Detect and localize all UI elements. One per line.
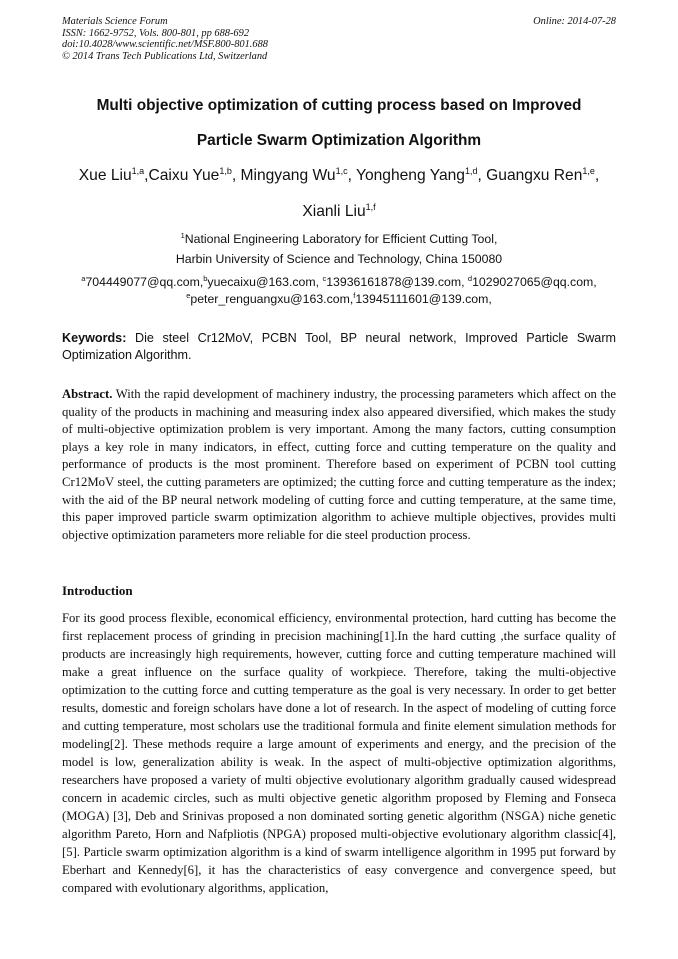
abstract-label: Abstract. [62, 387, 113, 401]
email-address: 1029027065@qq.com, [472, 275, 597, 289]
abstract-block [62, 386, 616, 544]
issn-line: ISSN: 1662-9752, Vols. 800-801, pp 688-692 [62, 27, 250, 39]
author-line-2 [62, 194, 616, 230]
affiliation [62, 229, 616, 269]
affiliation-line-2: Harbin University of Science and Technology, China 150080 [175, 252, 503, 266]
affiliation-superscript: 1 [180, 231, 185, 240]
author-name: Yongheng Yang [355, 167, 465, 184]
affiliation-text: National Engineering Laboratory for Efficient Cutting Tool, [184, 232, 498, 246]
email-address: yuecaixu@163.com, [207, 275, 323, 289]
email-superscript: d [467, 274, 473, 283]
author-superscript: 1,f [365, 202, 376, 212]
author-separator: , [594, 167, 600, 184]
author-name: Guangxu Ren [486, 167, 583, 184]
section-heading: Introduction [62, 583, 133, 598]
keywords-block [62, 330, 616, 364]
author-separator: , [231, 167, 241, 184]
email-address: 13936161878@139.com, [326, 275, 468, 289]
affiliation-line-1 [62, 229, 616, 249]
email-superscript: c [322, 274, 327, 283]
author-name: Caixu Yue [148, 167, 220, 184]
email-address: peter_renguangxu@163.com, [190, 292, 354, 306]
author-superscript: 1,d [464, 166, 478, 176]
email-line-1 [62, 274, 616, 291]
email-superscript: b [203, 274, 208, 283]
author-name: Xianli Liu [302, 203, 366, 220]
email-list [62, 274, 616, 308]
email-superscript: a [81, 274, 86, 283]
title-line-2: Particle Swarm Optimization Algorithm [196, 132, 482, 149]
author-separator: , [477, 167, 487, 184]
title-line-1: Multi objective optimization of cutting process based on Improved [96, 97, 582, 114]
author-superscript: 1,e [582, 166, 595, 176]
email-superscript: e [186, 291, 191, 300]
author-superscript: 1,b [219, 166, 232, 176]
copyright-line: © 2014 Trans Tech Publications Ltd, Switzerland [62, 50, 268, 62]
author-line-1 [62, 158, 616, 194]
paper-title [62, 88, 616, 158]
author-superscript: 1,a [131, 166, 145, 176]
author-separator: , [347, 167, 356, 184]
email-superscript: f [353, 291, 356, 300]
author-name: Xue Liu [78, 167, 132, 184]
introduction-paragraph: For its good process flexible, economical efficiency, environmental protection, hard cutting has become the first replacement process of grinding in precision machining[1].In the hard cutting ,the surface quality of products are increasingly high requirements, however, cutting force and cutting temperature machined will make a great influence on the surface quality of workpiece. Therefore, taking the multi-objective optimization to the cutting force and cutting temperature as the goal is very necessary. In order to get better results, domestic and foreign scholars have done a lot of research. In the aspect of modeling of cutting force and cutting temperature, most scholars use the traditional formula and finite element simulation methods for modeling[2]. These methods require a large amount of experiments and energy, and the precision of the model is low, generalization ability is weak. In the aspect of multi-objective optimization algorithms, researchers have proposed a variety of multi objective evolutionary algorithm gradually caused widespread concern in academic circles, such as multi objective genetic algorithm proposed by Fleming and Fonseca (MOGA) [3], Deb and Srinivas proposed a non dominated sorting genetic algorithm (NSGA) niche genetic algorithm Pareto, Horn and Nafpliotis (NPGA) proposed multi-objective evolutionary algorithm classic[4],[5]. Particle swarm optimization algorithm is a kind of swarm intelligence algorithm in 1995 put forward by Eberhart and Kennedy[6], it has the characteristics of easy convergence and convergence speed, but compared with evolutionary algorithms, application, [62, 611, 616, 895]
journal-name: Materials Science Forum [62, 16, 168, 27]
keywords-text: Die steel Cr12MoV, PCBN Tool, BP neural network, Improved Particle Swarm Optimization Algorithm. [62, 331, 616, 362]
journal-header [62, 16, 616, 62]
author-name: Mingyang Wu [240, 167, 336, 184]
online-date: Online: 2014-07-28 [533, 16, 616, 27]
abstract-text: With the rapid development of machinery industry, the processing parameters which affect on the quality of the products in machining and measuring index also appeared diversified, which makes the study of multi-objective optimization problem is very important. Among the many factors, cutting consumption plays a key role in many indicators, in effect, cutting force and cutting temperature on the quality and performance of products is the most prominent. Therefore based on experiment of PCBN tool cutting Cr12MoV steel, the cutting parameters are optimized; the cutting force and cutting temperature as the index; with the aid of the BP neural network modeling of cutting force and cutting temperature, at the same time, this paper improved particle swarm optimization algorithm to achieve multiple objectives, provides multi objective optimization parameters more reliable for die steel production process. [62, 387, 616, 542]
keywords-label: Keywords: [62, 331, 127, 345]
email-address: 704449077@qq.com, [85, 275, 204, 289]
author-separator: , [144, 167, 149, 184]
doi-line: doi:10.4028/www.scientific.net/MSF.800-801.688 [62, 39, 268, 51]
author-list [62, 158, 616, 230]
email-line-2 [62, 291, 616, 308]
author-superscript: 1,c [335, 166, 348, 176]
email-address: 13945111601@139.com, [355, 292, 492, 306]
